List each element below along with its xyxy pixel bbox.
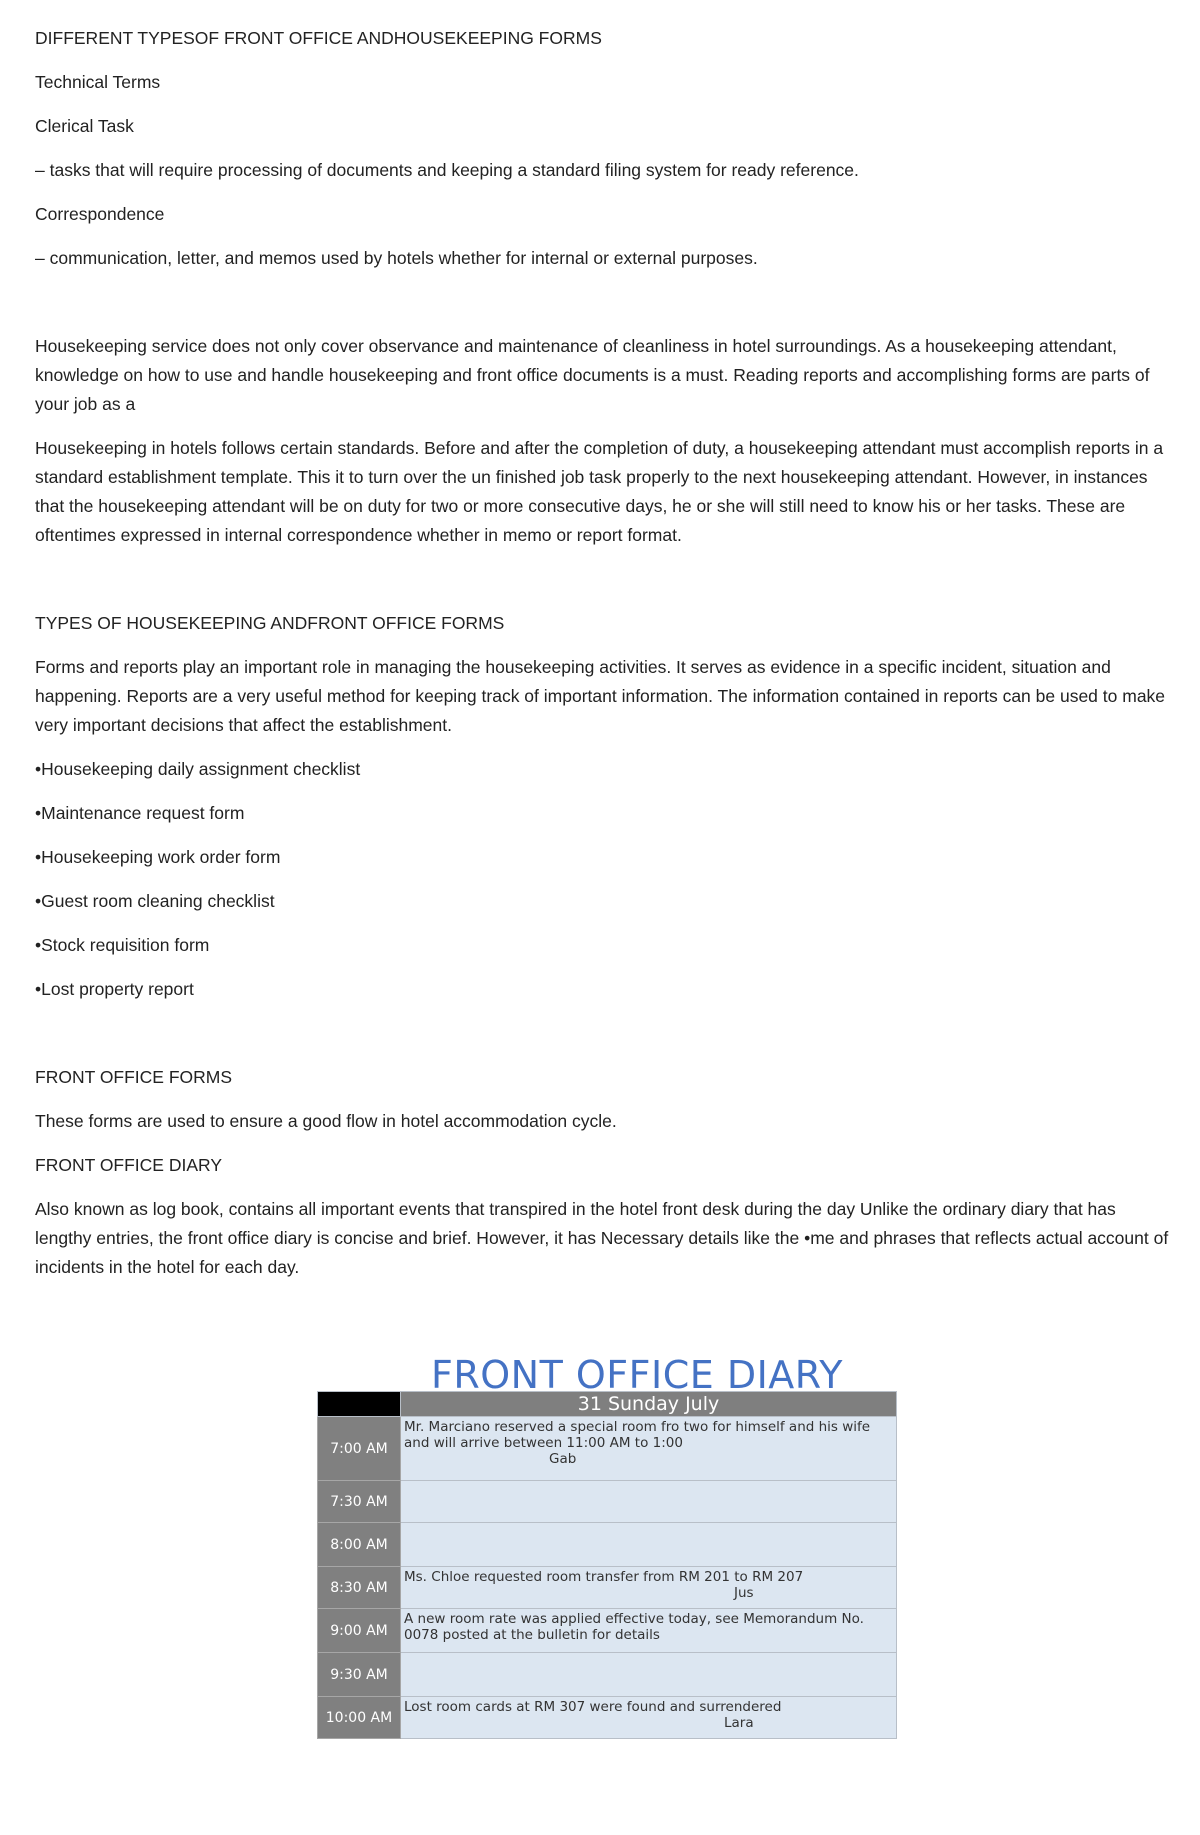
spacer — [35, 1019, 1170, 1063]
diary-entry — [401, 1697, 897, 1739]
front-office-forms-heading: FRONT OFFICE FORMS — [35, 1067, 233, 1087]
clerical-task-definition: – tasks that will require processing of documents and keeping a standard filing system for ready reference. — [35, 160, 859, 180]
front-office-forms-paragraph: These forms are used to ensure a good flow in hotel accommodation cycle. — [35, 1111, 617, 1131]
diary-date: 31 Sunday July — [401, 1392, 897, 1417]
table-row — [318, 1481, 897, 1523]
correspondence-term: Correspondence — [35, 204, 165, 224]
diary-time: 8:00 AM — [318, 1523, 401, 1567]
correspondence-definition: – communication, letter, and memos used by hotels whether for internal or external purposes. — [35, 248, 758, 268]
document-body — [35, 24, 1170, 1297]
front-office-diary-paragraph: Also known as log book, contains all important events that transpired in the hotel front desk during the day Unlike the ordinary diary that has lengthy entries, the front office diary is concise and brief. However, it has Necessary details like the •me and phrases that reflects actual account of incidents in the hotel for each day. — [35, 1199, 1169, 1277]
diary-time: 9:00 AM — [318, 1609, 401, 1653]
list-item: •Maintenance request form — [35, 803, 245, 823]
diary-entry — [401, 1609, 897, 1653]
diary-entry — [401, 1417, 897, 1481]
diary-header-corner — [318, 1392, 401, 1417]
spacer — [35, 288, 1170, 332]
diary-entry-signature: Lara — [724, 1715, 754, 1731]
front-office-diary-heading: FRONT OFFICE DIARY — [35, 1155, 223, 1175]
diary-entry-signature: Jus — [734, 1585, 754, 1601]
document-title: DIFFERENT TYPESOF FRONT OFFICE ANDHOUSEKEEPING FORMS — [35, 28, 602, 48]
diary-entry-text: Ms. Chloe requested room transfer from RM 201 to RM 207 — [404, 1569, 804, 1585]
diary-entry — [401, 1567, 897, 1609]
clerical-task-term: Clerical Task — [35, 116, 134, 136]
diary-header-row — [318, 1392, 897, 1417]
diary-table — [317, 1391, 897, 1739]
diary-entry — [401, 1523, 897, 1567]
spacer — [35, 565, 1170, 609]
diary-time: 7:30 AM — [318, 1481, 401, 1523]
table-row — [318, 1567, 897, 1609]
diary-time: 9:30 AM — [318, 1653, 401, 1697]
diary-entry — [401, 1653, 897, 1697]
list-item: •Lost property report — [35, 979, 194, 999]
diary-entry-signature: Gab — [549, 1451, 577, 1467]
table-row — [318, 1609, 897, 1653]
table-row — [318, 1697, 897, 1739]
list-item: •Guest room cleaning checklist — [35, 891, 275, 911]
diary-title: FRONT OFFICE DIARY — [431, 1355, 843, 1391]
table-row — [318, 1653, 897, 1697]
diary-entry-text: A new room rate was applied effective today, see Memorandum No. 0078 posted at the bulletin for details — [404, 1611, 864, 1643]
types-paragraph: Forms and reports play an important role in managing the housekeeping activities. It serves as evidence in a specific incident, situation and happening. Reports are a very useful method for keeping track of important information. The information contained in reports can be used to make very important decisions that affect the establishment. — [35, 657, 1166, 735]
list-item: •Stock requisition form — [35, 935, 210, 955]
diary-entry-text: Mr. Marciano reserved a special room fro two for himself and his wife and will arrive between 11:00 AM to 1:00 — [404, 1419, 871, 1451]
front-office-diary-figure — [317, 1355, 897, 1739]
list-item: •Housekeeping daily assignment checklist — [35, 759, 361, 779]
diary-time: 7:00 AM — [318, 1417, 401, 1481]
table-row — [318, 1523, 897, 1567]
types-heading: TYPES OF HOUSEKEEPING ANDFRONT OFFICE FORMS — [35, 613, 505, 633]
diary-entry-text: Lost room cards at RM 307 were found and surrendered — [404, 1699, 782, 1715]
diary-time: 8:30 AM — [318, 1567, 401, 1609]
diary-entry — [401, 1481, 897, 1523]
table-row — [318, 1417, 897, 1481]
list-item: •Housekeeping work order form — [35, 847, 281, 867]
intro-paragraph: Housekeeping service does not only cover observance and maintenance of cleanliness in hotel surroundings. As a housekeeping attendant, knowledge on how to use and handle housekeeping and front office documents is a must. Reading reports and accomplishing forms are parts of your job as a — [35, 336, 1150, 414]
diary-time: 10:00 AM — [318, 1697, 401, 1739]
technical-terms-heading: Technical Terms — [35, 72, 161, 92]
standards-paragraph: Housekeeping in hotels follows certain standards. Before and after the completion of duty, a housekeeping attendant must accomplish reports in a standard establishment template. This it to turn over the un finished job task properly to the next housekeeping attendant. However, in instances that the housekeeping attendant will be on duty for two or more consecutive days, he or she will still need to know his or her tasks. These are oftentimes expressed in internal correspondence whether in memo or report format. — [35, 438, 1164, 545]
